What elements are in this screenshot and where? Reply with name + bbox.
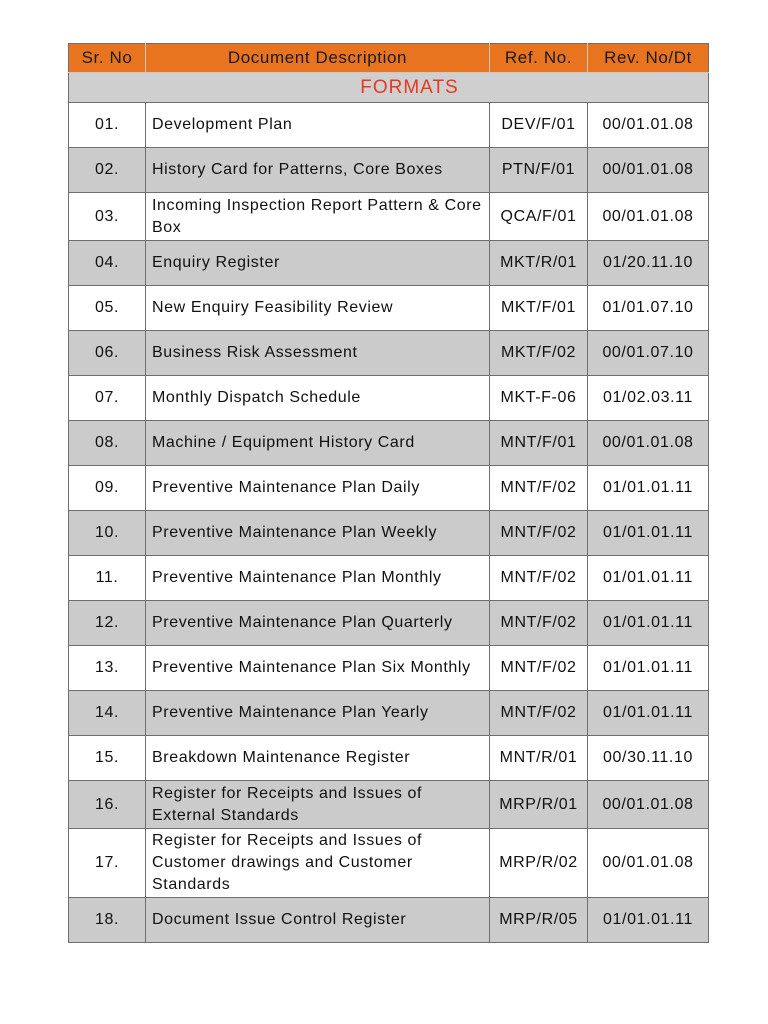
row-sr-no: 17. xyxy=(69,829,146,898)
row-sr-no: 13. xyxy=(69,646,146,691)
row-document-description: Preventive Maintenance Plan Quarterly xyxy=(146,601,490,646)
section-row xyxy=(69,73,709,103)
table-row xyxy=(69,466,709,511)
row-sr-no: 01. xyxy=(69,103,146,148)
row-ref-no: MNT/F/02 xyxy=(490,466,588,511)
formats-table xyxy=(68,43,709,943)
row-ref-no: MNT/F/02 xyxy=(490,691,588,736)
table-row xyxy=(69,286,709,331)
row-ref-no: MRP/R/01 xyxy=(490,781,588,829)
row-rev-no: 01/01.01.11 xyxy=(588,646,709,691)
row-ref-no: MNT/F/02 xyxy=(490,646,588,691)
table-row xyxy=(69,331,709,376)
row-sr-no: 14. xyxy=(69,691,146,736)
table-header-row xyxy=(69,44,709,73)
row-rev-no: 00/01.01.08 xyxy=(588,148,709,193)
header-rev-no: Rev. No/Dt xyxy=(588,44,709,73)
table-row xyxy=(69,601,709,646)
row-rev-no: 01/01.01.11 xyxy=(588,511,709,556)
row-ref-no: MKT-F-06 xyxy=(490,376,588,421)
row-ref-no: MNT/F/01 xyxy=(490,421,588,466)
row-ref-no: MRP/R/05 xyxy=(490,898,588,943)
row-rev-no: 00/01.01.08 xyxy=(588,193,709,241)
section-title: FORMATS xyxy=(69,73,709,103)
row-sr-no: 18. xyxy=(69,898,146,943)
row-document-description: Document Issue Control Register xyxy=(146,898,490,943)
row-rev-no: 00/01.01.08 xyxy=(588,421,709,466)
row-rev-no: 00/01.01.08 xyxy=(588,781,709,829)
row-rev-no: 00/30.11.10 xyxy=(588,736,709,781)
row-sr-no: 03. xyxy=(69,193,146,241)
row-rev-no: 01/20.11.10 xyxy=(588,241,709,286)
table-row xyxy=(69,241,709,286)
row-ref-no: MNT/R/01 xyxy=(490,736,588,781)
row-sr-no: 07. xyxy=(69,376,146,421)
table-row xyxy=(69,376,709,421)
table-row xyxy=(69,829,709,898)
table-row xyxy=(69,148,709,193)
row-document-description: Preventive Maintenance Plan Yearly xyxy=(146,691,490,736)
row-sr-no: 15. xyxy=(69,736,146,781)
row-document-description: Development Plan xyxy=(146,103,490,148)
row-sr-no: 06. xyxy=(69,331,146,376)
row-document-description: History Card for Patterns, Core Boxes xyxy=(146,148,490,193)
row-rev-no: 00/01.01.08 xyxy=(588,103,709,148)
table-row xyxy=(69,781,709,829)
table-row xyxy=(69,646,709,691)
row-document-description: Breakdown Maintenance Register xyxy=(146,736,490,781)
row-rev-no: 01/02.03.11 xyxy=(588,376,709,421)
row-sr-no: 02. xyxy=(69,148,146,193)
row-sr-no: 12. xyxy=(69,601,146,646)
row-rev-no: 01/01.01.11 xyxy=(588,466,709,511)
row-document-description: Monthly Dispatch Schedule xyxy=(146,376,490,421)
row-sr-no: 09. xyxy=(69,466,146,511)
row-rev-no: 01/01.07.10 xyxy=(588,286,709,331)
row-rev-no: 00/01.01.08 xyxy=(588,829,709,898)
header-document-description: Document Description xyxy=(146,44,490,73)
row-ref-no: PTN/F/01 xyxy=(490,148,588,193)
table-row xyxy=(69,691,709,736)
row-sr-no: 08. xyxy=(69,421,146,466)
table-row xyxy=(69,421,709,466)
row-sr-no: 05. xyxy=(69,286,146,331)
row-rev-no: 01/01.01.11 xyxy=(588,556,709,601)
row-document-description: Business Risk Assessment xyxy=(146,331,490,376)
table-row xyxy=(69,103,709,148)
row-document-description: Register for Receipts and Issues of External Standards xyxy=(146,781,490,829)
header-ref-no: Ref. No. xyxy=(490,44,588,73)
table-row xyxy=(69,736,709,781)
row-document-description: New Enquiry Feasibility Review xyxy=(146,286,490,331)
row-document-description: Machine / Equipment History Card xyxy=(146,421,490,466)
table-row xyxy=(69,556,709,601)
row-ref-no: DEV/F/01 xyxy=(490,103,588,148)
row-document-description: Preventive Maintenance Plan Monthly xyxy=(146,556,490,601)
row-document-description: Incoming Inspection Report Pattern & Core Box xyxy=(146,193,490,241)
table-row xyxy=(69,898,709,943)
row-document-description: Preventive Maintenance Plan Six Monthly xyxy=(146,646,490,691)
row-document-description: Enquiry Register xyxy=(146,241,490,286)
row-rev-no: 01/01.01.11 xyxy=(588,691,709,736)
row-ref-no: MKT/F/02 xyxy=(490,331,588,376)
row-rev-no: 01/01.01.11 xyxy=(588,898,709,943)
row-sr-no: 10. xyxy=(69,511,146,556)
row-sr-no: 16. xyxy=(69,781,146,829)
row-ref-no: MRP/R/02 xyxy=(490,829,588,898)
row-ref-no: QCA/F/01 xyxy=(490,193,588,241)
row-rev-no: 01/01.01.11 xyxy=(588,601,709,646)
row-rev-no: 00/01.07.10 xyxy=(588,331,709,376)
row-ref-no: MKT/F/01 xyxy=(490,286,588,331)
row-ref-no: MKT/R/01 xyxy=(490,241,588,286)
row-document-description: Preventive Maintenance Plan Daily xyxy=(146,466,490,511)
row-ref-no: MNT/F/02 xyxy=(490,601,588,646)
row-sr-no: 11. xyxy=(69,556,146,601)
header-sr-no: Sr. No xyxy=(69,44,146,73)
row-ref-no: MNT/F/02 xyxy=(490,511,588,556)
table-row xyxy=(69,511,709,556)
row-ref-no: MNT/F/02 xyxy=(490,556,588,601)
table-row xyxy=(69,193,709,241)
row-sr-no: 04. xyxy=(69,241,146,286)
row-document-description: Preventive Maintenance Plan Weekly xyxy=(146,511,490,556)
row-document-description: Register for Receipts and Issues of Customer drawings and Customer Standards xyxy=(146,829,490,898)
